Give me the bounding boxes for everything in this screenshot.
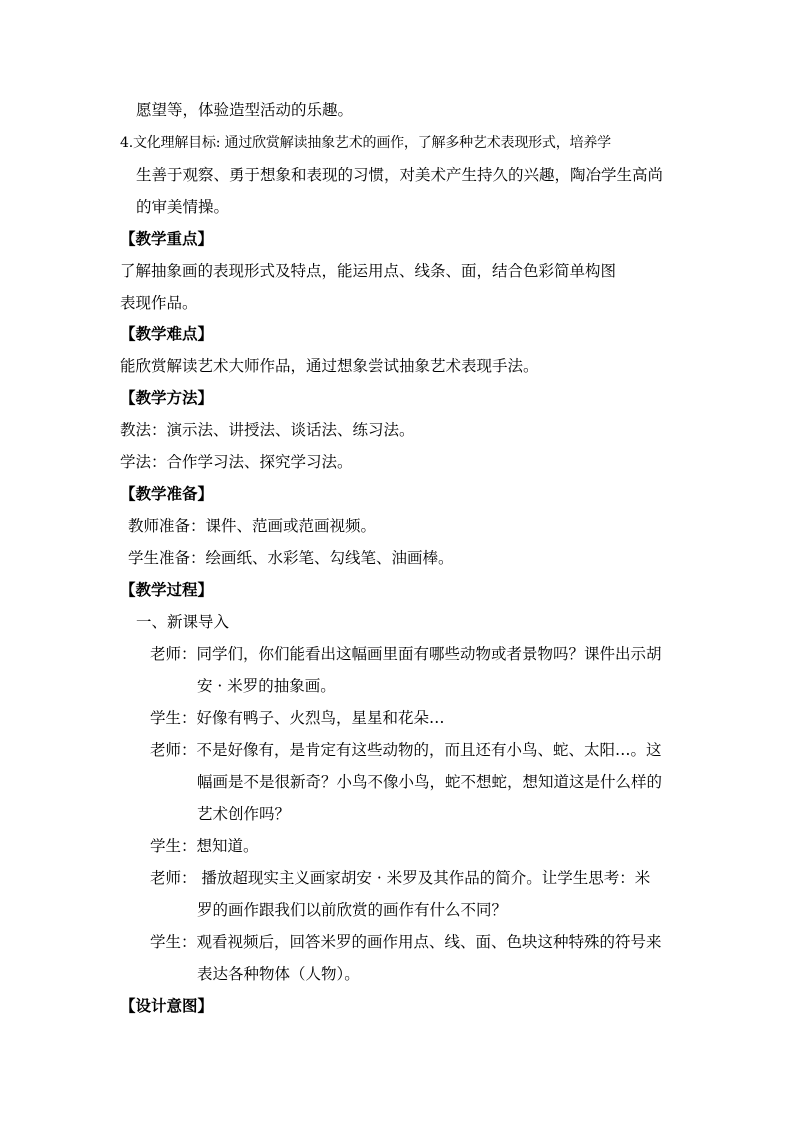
- text-line: 学生：想知道。: [150, 837, 259, 855]
- section-heading: 【设计意图】: [120, 996, 214, 1015]
- text-line: 4.文化理解目标: 通过欣赏解读抽象艺术的画作，了解多种艺术表现形式，培养学: [120, 135, 611, 151]
- section-heading: 【教学重点】: [120, 229, 214, 248]
- text-line: 生善于观察、勇于想象和表现的习惯，对美术产生持久的兴趣，陶冶学生高尚: [136, 166, 664, 184]
- text-line: 教法：演示法、讲授法、谈话法、练习法。: [120, 421, 415, 439]
- section-heading: 【教学难点】: [120, 324, 214, 343]
- text-line: 罗的画作跟我们以前欣赏的画作有什么不同？: [197, 901, 508, 919]
- section-heading: 【教学过程】: [120, 580, 214, 599]
- section-heading: 【教学方法】: [120, 388, 214, 407]
- text-line: 安 · 米罗的抽象画。: [197, 677, 336, 695]
- text-line: 一、新课导入: [136, 613, 230, 631]
- text-line: 能欣赏解读艺术大师作品，通过想象尝试抽象艺术表现手法。: [120, 357, 539, 375]
- text-line: 的审美情操。: [136, 198, 230, 216]
- text-line: 表现作品。: [120, 294, 198, 312]
- text-line: 艺术创作吗？: [197, 805, 291, 823]
- text-line: 表达各种物体（人物）。: [197, 965, 360, 983]
- text-line: 了解抽象画的表现形式及特点，能运用点、线条、面，结合色彩简单构图: [120, 262, 617, 280]
- text-line: 老师：不是好像有，是肯定有这些动物的，而且还有小鸟、蛇、太阳…。这: [150, 741, 662, 759]
- section-heading: 【教学准备】: [120, 484, 214, 503]
- text-line: 学生：观看视频后，回答米罗的画作用点、线、面、色块这种特殊的符号来: [150, 933, 662, 951]
- text-line: 老师： 播放超现实主义画家胡安 · 米罗及其作品的简介。让学生思考：米: [150, 869, 651, 887]
- text-line: 老师：同学们，你们能看出这幅画里面有哪些动物或者景物吗？课件出示胡: [150, 645, 662, 663]
- text-line: 学生：好像有鸭子、火烈鸟，星星和花朵…: [150, 709, 445, 727]
- text-line: 学生准备：绘画纸、水彩笔、勾线笔、油画棒。: [128, 549, 454, 567]
- text-line: 幅画是不是很新奇？小鸟不像小鸟，蛇不想蛇，想知道这是什么样的: [197, 773, 663, 791]
- text-line: 学法：合作学习法、探究学习法。: [120, 453, 353, 471]
- text-line: 教师准备：课件、范画或范画视频。: [128, 517, 377, 535]
- text-line: 愿望等，体验造型活动的乐趣。: [136, 101, 354, 119]
